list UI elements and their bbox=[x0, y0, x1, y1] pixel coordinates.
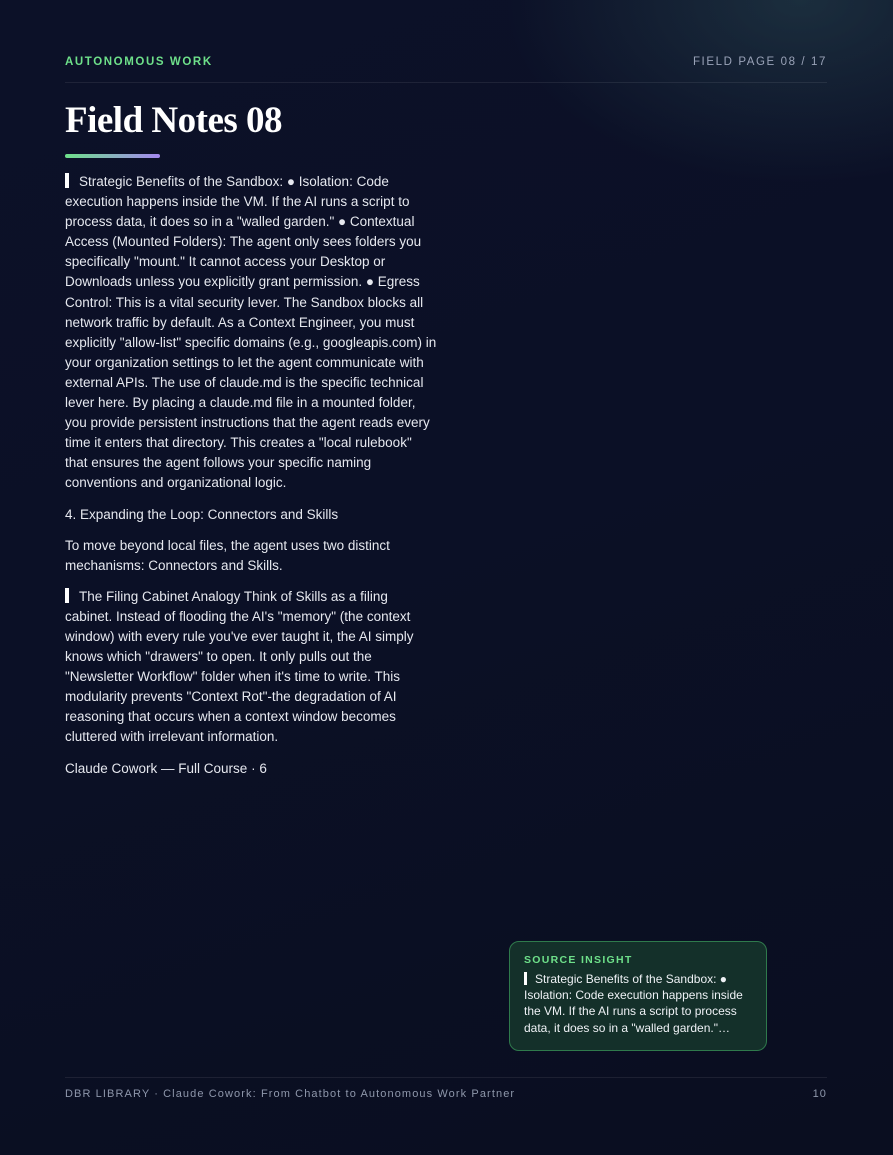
quote-bar-icon bbox=[524, 972, 527, 985]
page-number-label: FIELD PAGE 08 / 17 bbox=[692, 56, 827, 68]
main-content bbox=[65, 172, 437, 790]
page-header bbox=[65, 56, 827, 83]
paragraph-text: Strategic Benefits of the Sandbox: ● Isolation: Code execution happens inside the VM. If the AI runs a script to process data, it does so in a "walled garden." ● Contextual Access (Mounted Folders): The agent only sees folders you specifically "mount." It cannot access your Desktop or Downloads unless you explicitly grant permission. ● Egress Control: This is a vital security lever. The Sandbox blocks all network traffic by default. As a Context Engineer, you must explicitly "allow-list" specific domains (e.g., googleapis.com) in your organization settings to let the agent communicate with external APIs. The use of claude.md is the specific technical lever here. By placing a claude.md file in a mounted folder, you provide persistent instructions that the agent reads every time it enters that directory. This creates a "local rulebook" that ensures the agent follows your specific naming conventions and organizational logic. bbox=[65, 174, 437, 491]
source-insight-card bbox=[509, 941, 767, 1051]
page-footer bbox=[65, 1077, 827, 1100]
insight-text: Strategic Benefits of the Sandbox: ● Isolation: Code execution happens inside the VM. If the AI runs a script to process data, it does so in a "walled garden."… bbox=[524, 972, 743, 1035]
quote-bar-icon bbox=[65, 588, 69, 603]
title-accent-underline bbox=[65, 154, 160, 158]
quote-bar-icon bbox=[65, 173, 69, 188]
insight-title: SOURCE INSIGHT bbox=[524, 954, 633, 966]
quote-paragraph bbox=[65, 172, 437, 494]
footer-source: DBR LIBRARY · Claude Cowork: From Chatbot to Autonomous Work Partner bbox=[65, 1088, 516, 1100]
section-heading: 4. Expanding the Loop: Connectors and Skills bbox=[65, 506, 339, 522]
footer-page-number: 10 bbox=[812, 1088, 827, 1100]
quote-paragraph bbox=[65, 587, 437, 748]
paragraph: To move beyond local files, the agent uses two distinct mechanisms: Connectors and Skills. bbox=[65, 537, 390, 573]
insight-body bbox=[524, 971, 753, 1036]
paragraph-text: The Filing Cabinet Analogy Think of Skills as a filing cabinet. Instead of flooding the AI's "memory" (the context window) with every rule you've ever taught it, the AI simply knows which "drawers" to open. It only pulls out the "Newsletter Workflow" folder when it's time to write. This modularity prevents "Context Rot"-the degradation of AI reasoning that occurs when a context window becomes cluttered with irrelevant information. bbox=[65, 588, 414, 745]
source-caption: Claude Cowork — Full Course · 6 bbox=[65, 760, 267, 776]
page-title: Field Notes 08 bbox=[65, 100, 283, 141]
section-label: AUTONOMOUS WORK bbox=[65, 56, 213, 68]
